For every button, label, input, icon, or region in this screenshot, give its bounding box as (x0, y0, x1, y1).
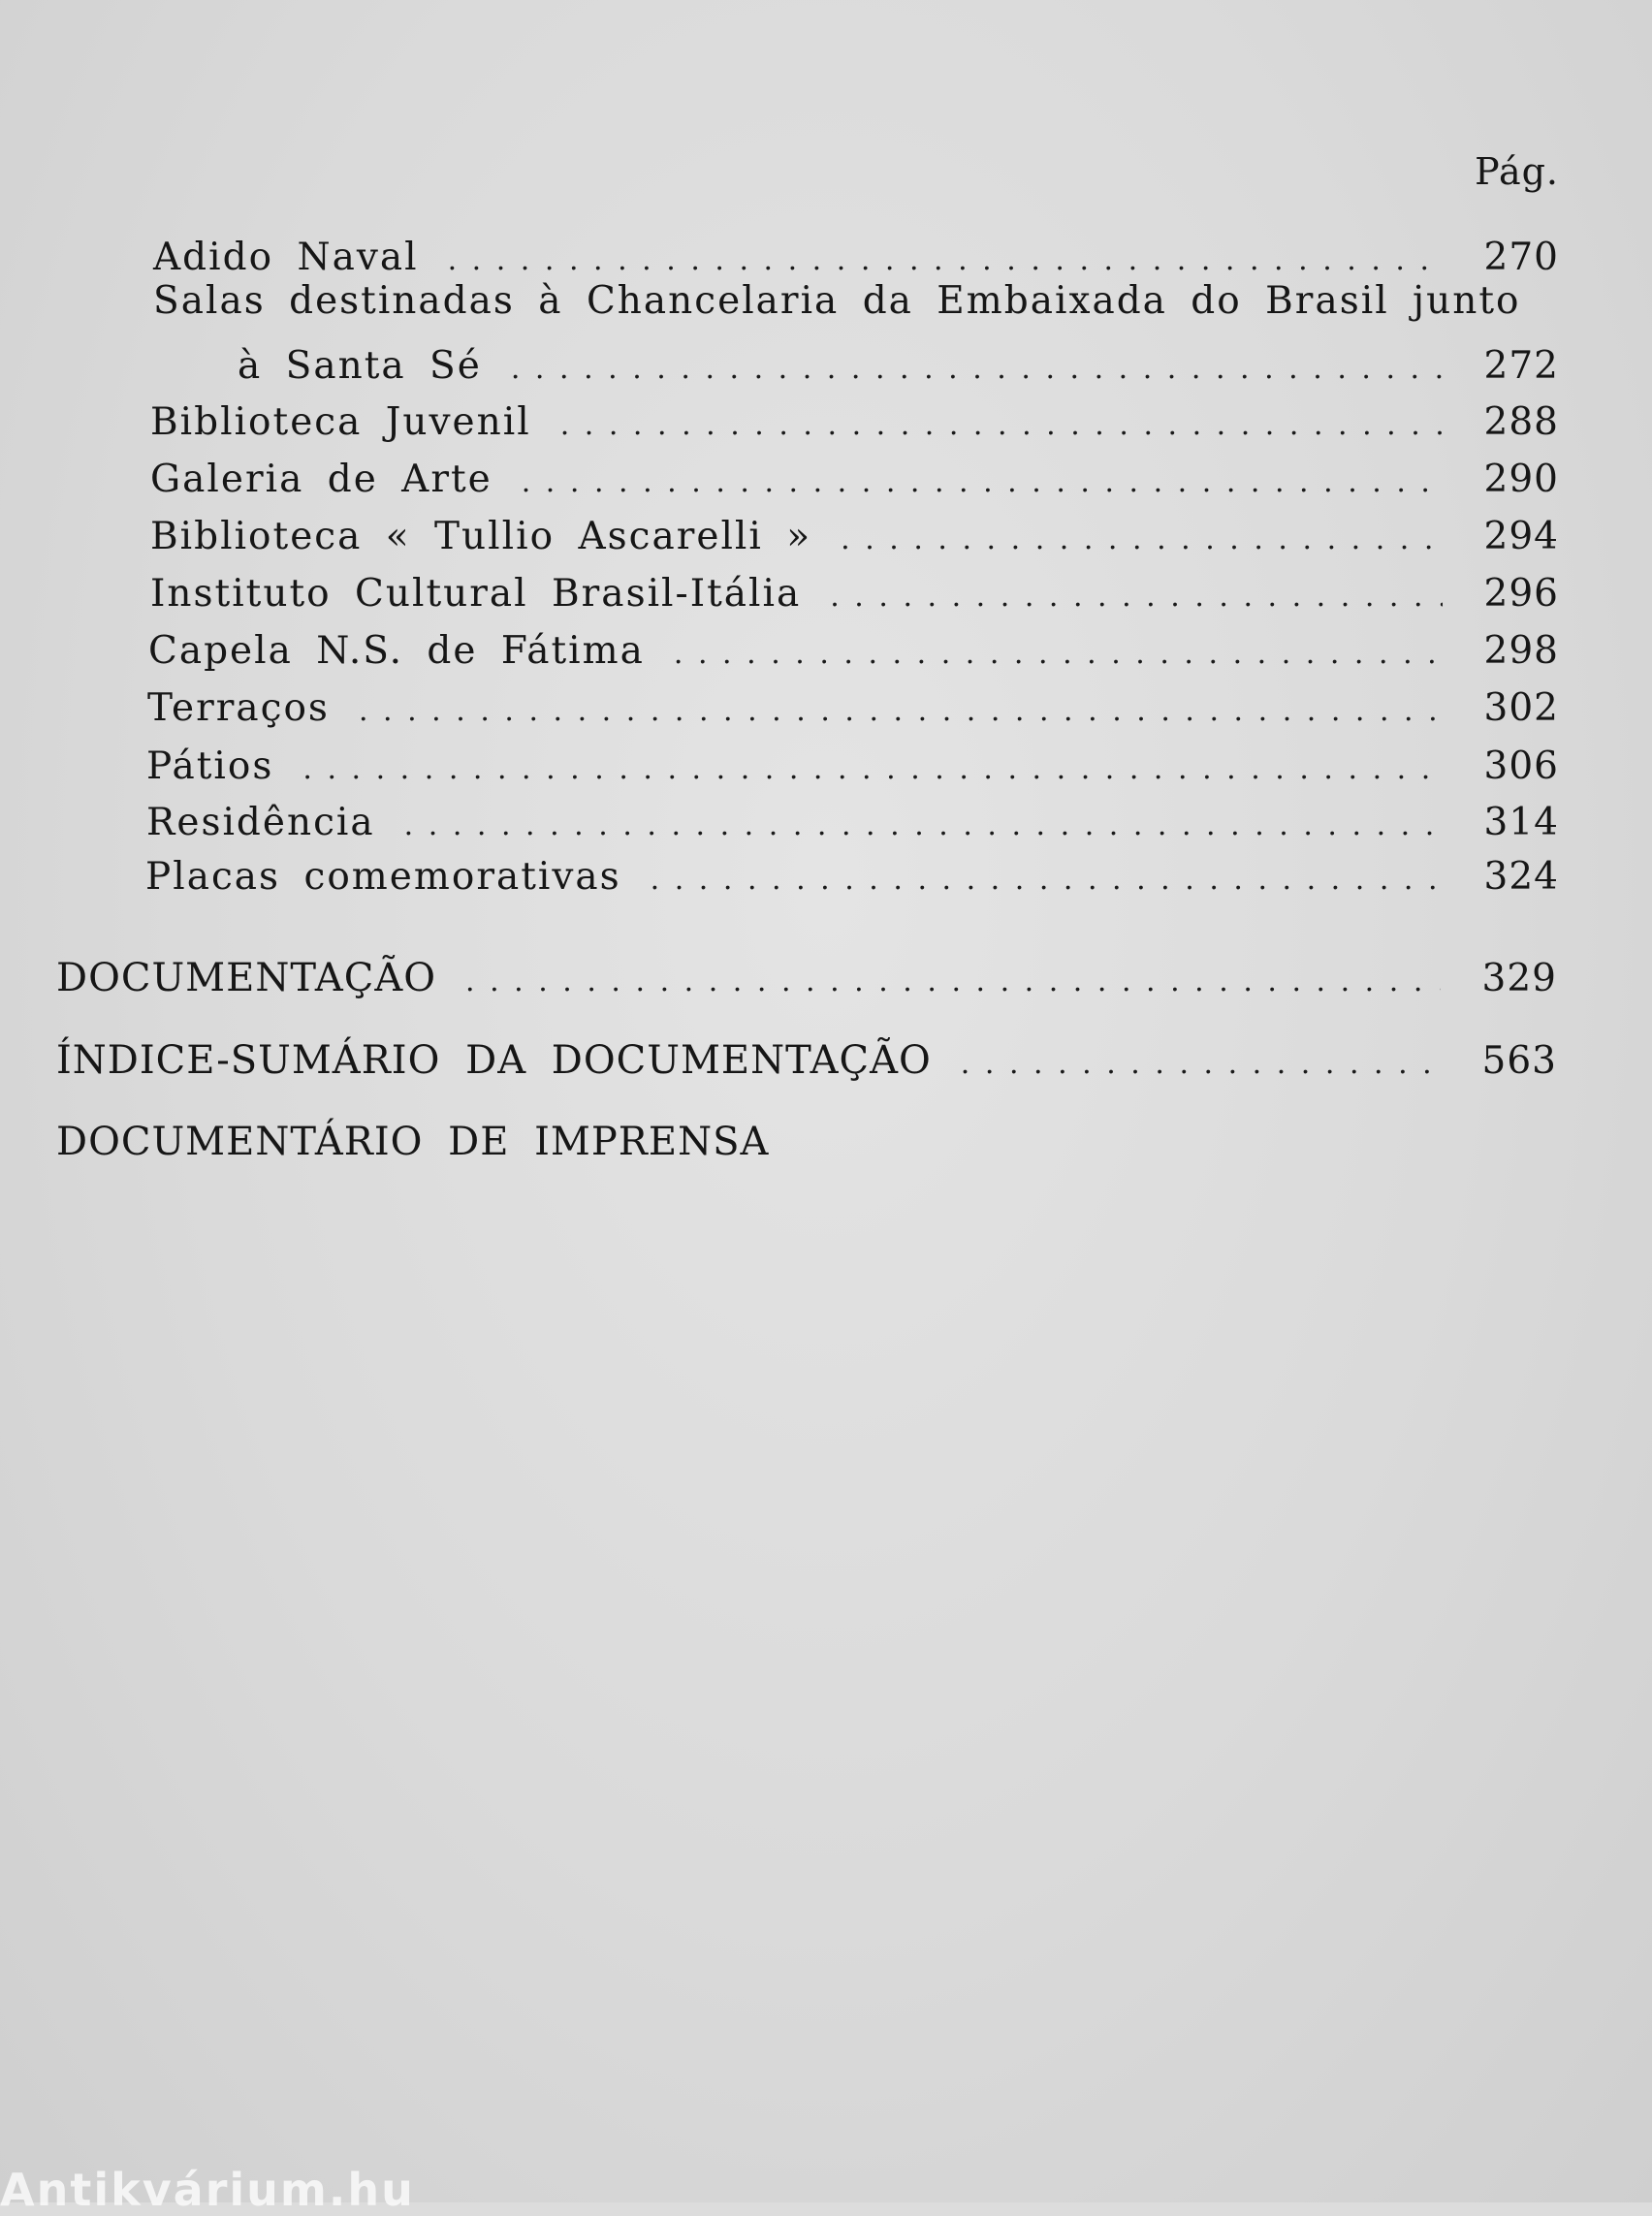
toc-entry-page: 272 (1483, 344, 1559, 388)
toc-entry-galeria-de-arte (150, 458, 1559, 516)
toc-section-title: DOCUMENTAÇÃO (56, 956, 436, 1000)
toc-entry-biblioteca-juvenil (150, 400, 1559, 459)
toc-section-documentario-de-imprensa (56, 1120, 769, 1178)
toc-entry-title: Adido Naval (153, 236, 419, 279)
leader-dots (404, 808, 1443, 842)
toc-entry-title: Instituto Cultural Brasil-Itália (150, 572, 802, 616)
toc-entry-title: Capela N.S. de Fátima (148, 629, 645, 673)
toc-entry-page: 294 (1483, 515, 1559, 558)
leader-dots (830, 580, 1443, 614)
toc-entry-terracos (147, 686, 1559, 744)
toc-entry-title: à Santa Sé (238, 344, 482, 388)
leader-dots (961, 1047, 1441, 1081)
toc-section-documentacao (56, 956, 1557, 1014)
toc-entry-placas (145, 855, 1559, 913)
toc-entry-patios (146, 744, 1559, 803)
toc-entry-page: 298 (1483, 629, 1559, 673)
toc-entry-page: 314 (1483, 801, 1559, 844)
toc-section-page: 563 (1481, 1039, 1557, 1083)
toc-entry-page: 290 (1483, 458, 1559, 501)
toc-entry-salas (238, 344, 1559, 402)
watermark: Antikvárium.hu (0, 2164, 415, 2216)
toc-entry-title: Biblioteca Juvenil (150, 400, 531, 444)
leader-dots (522, 465, 1443, 499)
toc-entry-title: Placas comemorativas (145, 855, 621, 899)
leader-dots (302, 752, 1443, 786)
toc-entry-capela (148, 629, 1559, 687)
toc-entry-title: Residência (146, 801, 375, 844)
toc-entry-biblioteca-tullio-ascarelli (150, 515, 1559, 573)
leader-dots (651, 863, 1443, 897)
leader-dots (560, 408, 1443, 442)
leader-dots (448, 243, 1443, 277)
leader-dots (465, 965, 1441, 998)
toc-entry-title: Terraços (147, 686, 330, 730)
toc-entry-title: Galeria de Arte (150, 458, 492, 501)
toc-entry-residencia (146, 801, 1559, 859)
leader-dots (359, 694, 1443, 728)
toc-section-title: ÍNDICE-SUMÁRIO DA DOCUMENTAÇÃO (56, 1038, 932, 1083)
toc-entry-title: Pátios (146, 744, 274, 788)
toc-entry-page: 324 (1483, 855, 1559, 899)
toc-entry-page: 296 (1483, 572, 1559, 616)
toc-section-page: 329 (1481, 957, 1557, 1000)
leader-dots (511, 352, 1443, 386)
toc-entry-title: Biblioteca « Tullio Ascarelli » (150, 515, 812, 558)
toc-entry-salas-line1: Salas destinadas à Chancelaria da Embaixada do Brasil junto (153, 279, 1521, 323)
toc-section-indice-sumario (56, 1038, 1557, 1096)
toc-entry-page: 288 (1483, 400, 1559, 444)
toc-section-title: DOCUMENTÁRIO DE IMPRENSA (56, 1120, 770, 1164)
page-column-label: Pág. (1475, 150, 1559, 193)
toc-entry-page: 302 (1483, 686, 1559, 730)
toc-entry-instituto-cultural (150, 572, 1559, 630)
toc-entry-page: 270 (1483, 236, 1559, 279)
toc-entry-page: 306 (1483, 744, 1559, 788)
leader-dots (841, 522, 1443, 556)
leader-dots (674, 637, 1443, 671)
